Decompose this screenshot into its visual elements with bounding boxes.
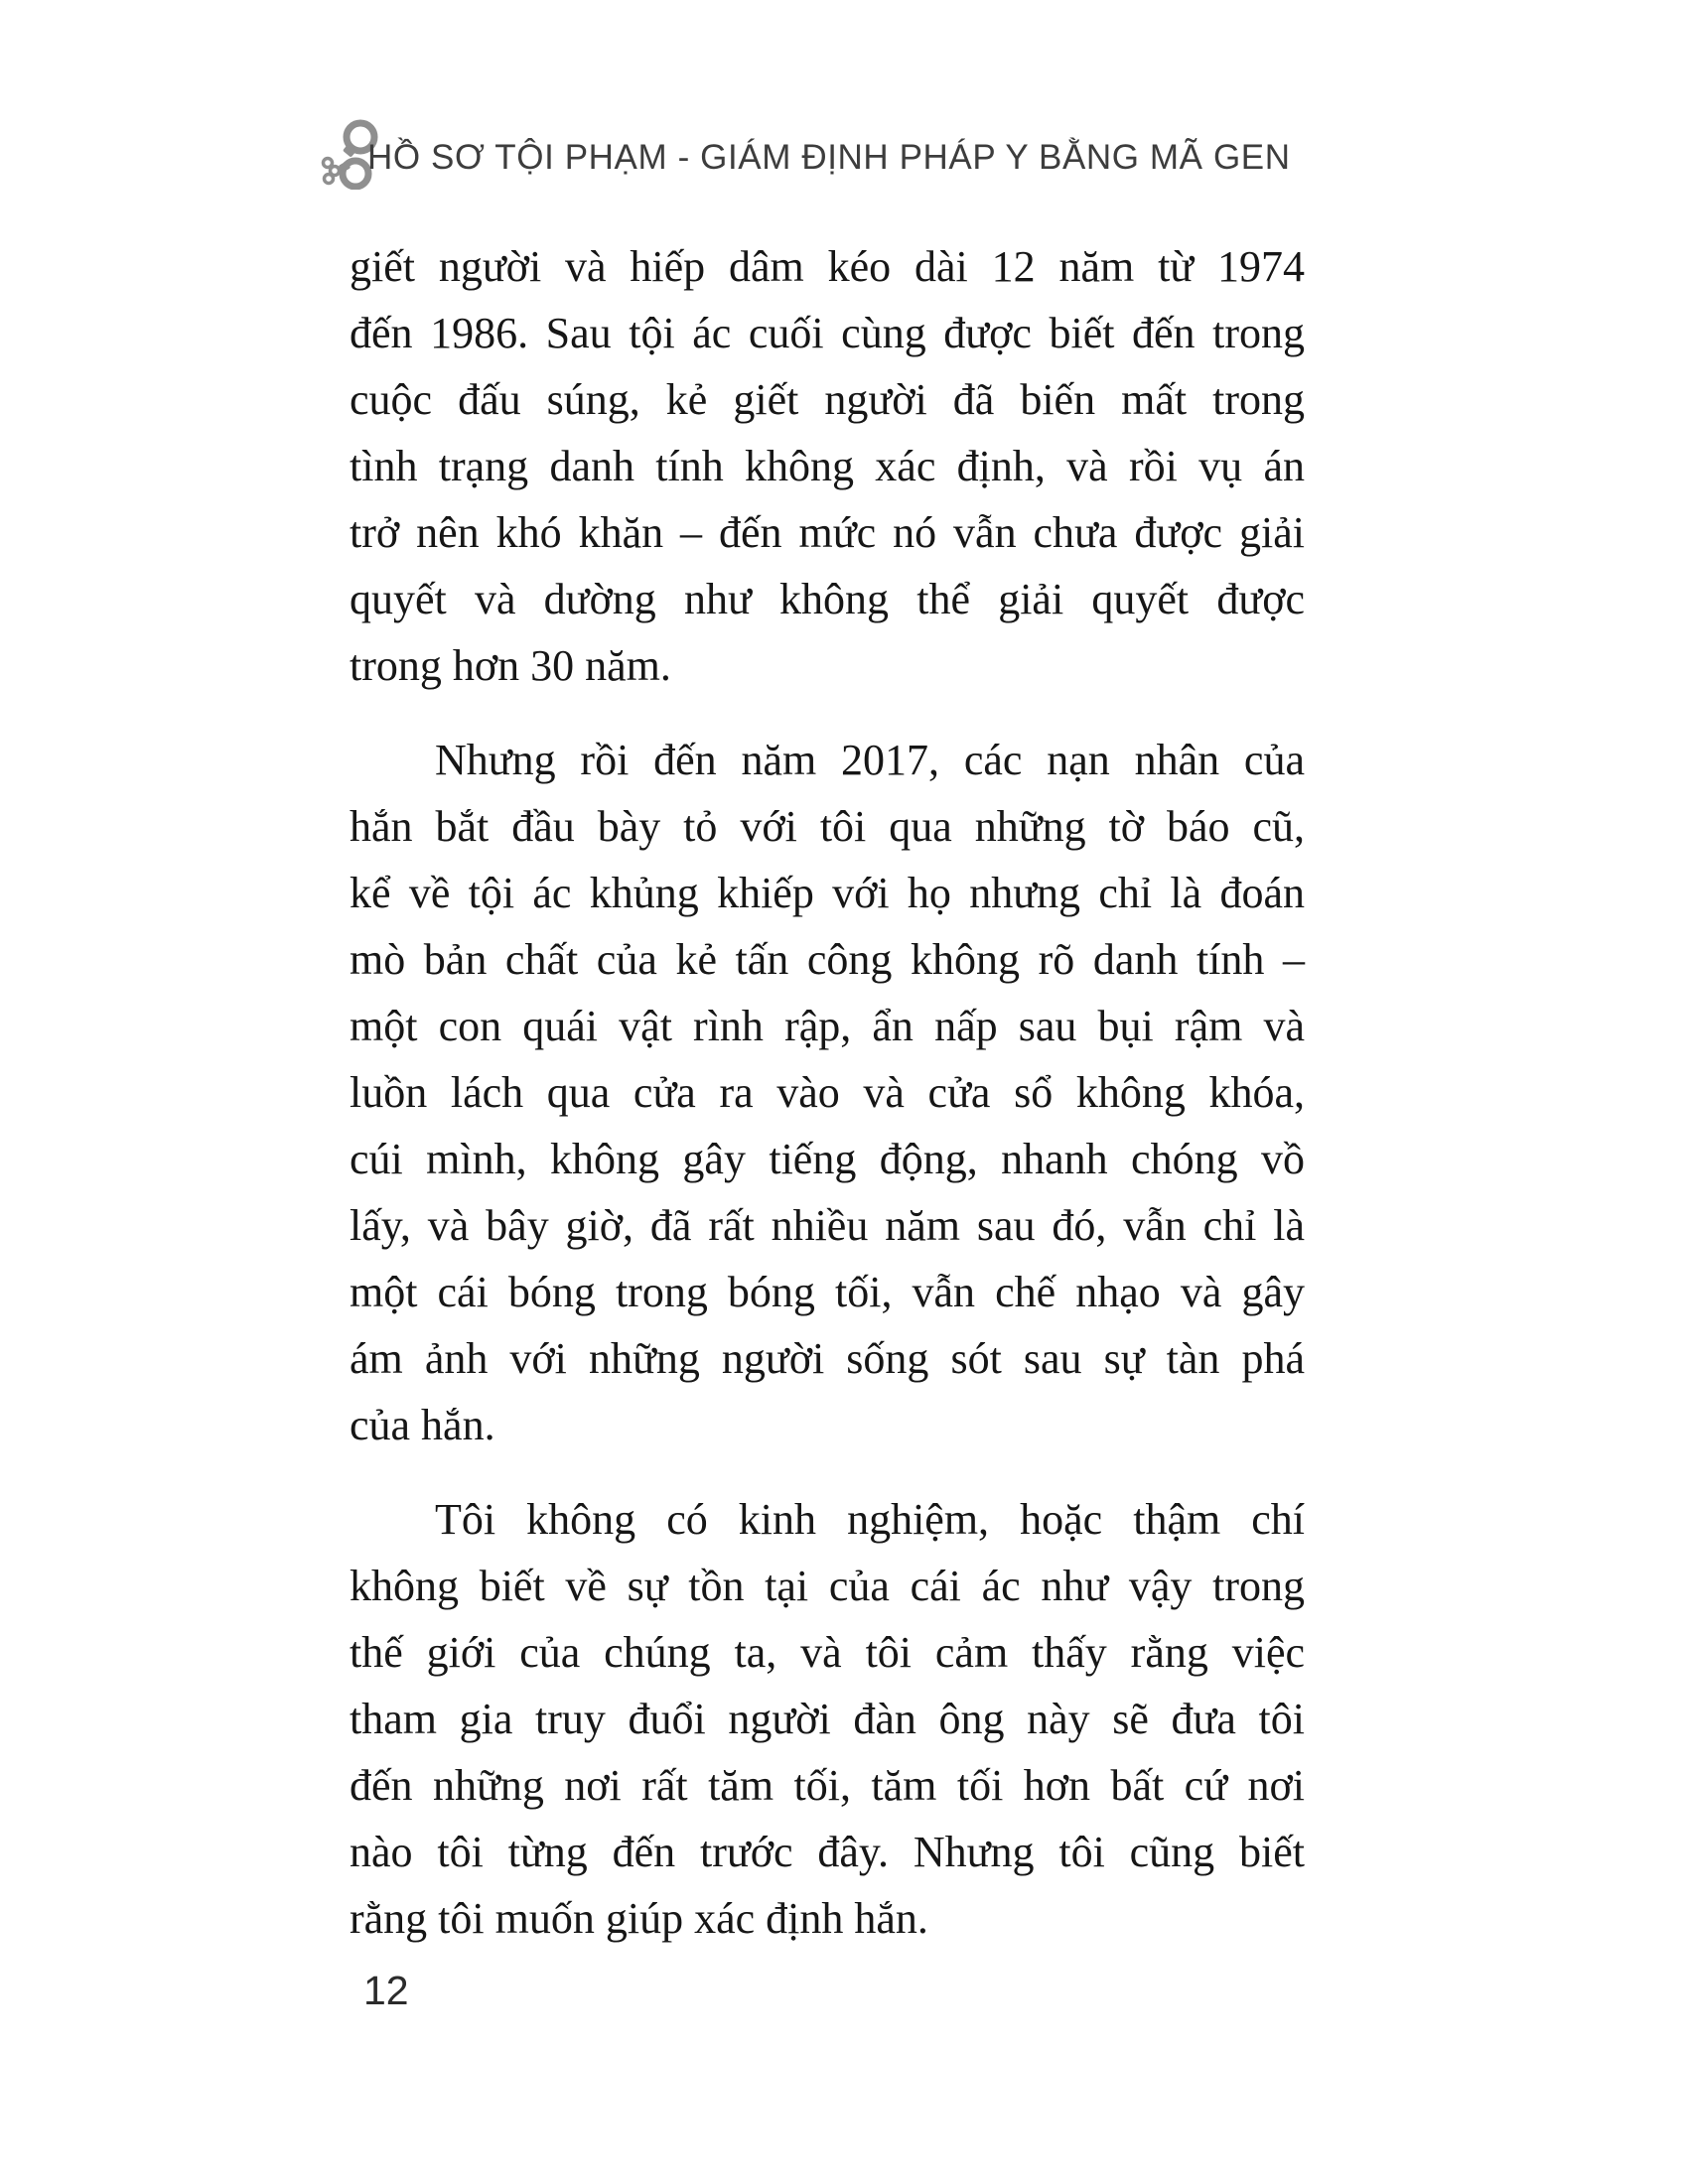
text-line: đến 1986. Sau tội ác cuối cùng được biết đến trong [350, 309, 1305, 357]
text-line: nào tôi từng đến trước đây. Nhưng tôi cũng biết [350, 1828, 1305, 1876]
text-line: kể về tội ác khủng khiếp với họ nhưng chỉ là đoán [350, 869, 1305, 917]
page-number: 12 [363, 1968, 409, 2013]
text-line: của hắn. [350, 1401, 495, 1449]
text-line: cuộc đấu súng, kẻ giết người đã biến mất trong [350, 375, 1305, 424]
body-text [350, 233, 1305, 1952]
text-line: một con quái vật rình rập, ẩn nấp sau bụi rậm và [350, 1002, 1305, 1050]
text-line: một cái bóng trong bóng tối, vẫn chế nhạo và gây [350, 1268, 1305, 1316]
text-line: giết người và hiếp dâm kéo dài 12 năm từ 1974 [350, 242, 1305, 291]
text-line: không biết về sự tồn tại của cái ác như vậy trong [350, 1562, 1305, 1610]
text-line: ám ảnh với những người sống sót sau sự tàn phá [350, 1334, 1305, 1383]
text-line: tham gia truy đuổi người đàn ông này sẽ đưa tôi [350, 1695, 1305, 1743]
text-line: lấy, và bây giờ, đã rất nhiều năm sau đó, vẫn chỉ là [350, 1201, 1305, 1250]
paragraph [350, 1486, 1305, 1952]
text-line: đến những nơi rất tăm tối, tăm tối hơn bất cứ nơi [350, 1761, 1305, 1810]
paragraph [350, 233, 1305, 699]
text-line: trong hơn 30 năm. [350, 641, 671, 690]
text-line: quyết và dường như không thể giải quyết được [350, 575, 1305, 623]
text-line: cúi mình, không gây tiếng động, nhanh chóng vồ [350, 1135, 1305, 1183]
header-title: HỒ SƠ TỘI PHẠM - GIÁM ĐỊNH PHÁP Y BẰNG MÃ GEN [367, 138, 1291, 177]
text-line: mò bản chất của kẻ tấn công không rõ danh tính – [350, 935, 1305, 984]
text-line: Nhưng rồi đến năm 2017, các nạn nhân của [435, 736, 1305, 784]
text-line: Tôi không có kinh nghiệm, hoặc thậm chí [435, 1495, 1305, 1544]
text-line: tình trạng danh tính không xác định, và rồi vụ án [350, 442, 1305, 490]
text-line: rằng tôi muốn giúp xác định hắn. [350, 1894, 928, 1943]
text-line: luồn lách qua cửa ra vào và cửa sổ không khóa, [350, 1068, 1305, 1117]
text-line: hắn bắt đầu bày tỏ với tôi qua những tờ báo cũ, [350, 802, 1305, 851]
page-header [316, 119, 1291, 183]
paragraph [350, 727, 1305, 1458]
text-line: thế giới của chúng ta, và tôi cảm thấy rằng việc [350, 1628, 1305, 1677]
text-line: trở nên khó khăn – đến mức nó vẫn chưa được giải [350, 508, 1305, 557]
